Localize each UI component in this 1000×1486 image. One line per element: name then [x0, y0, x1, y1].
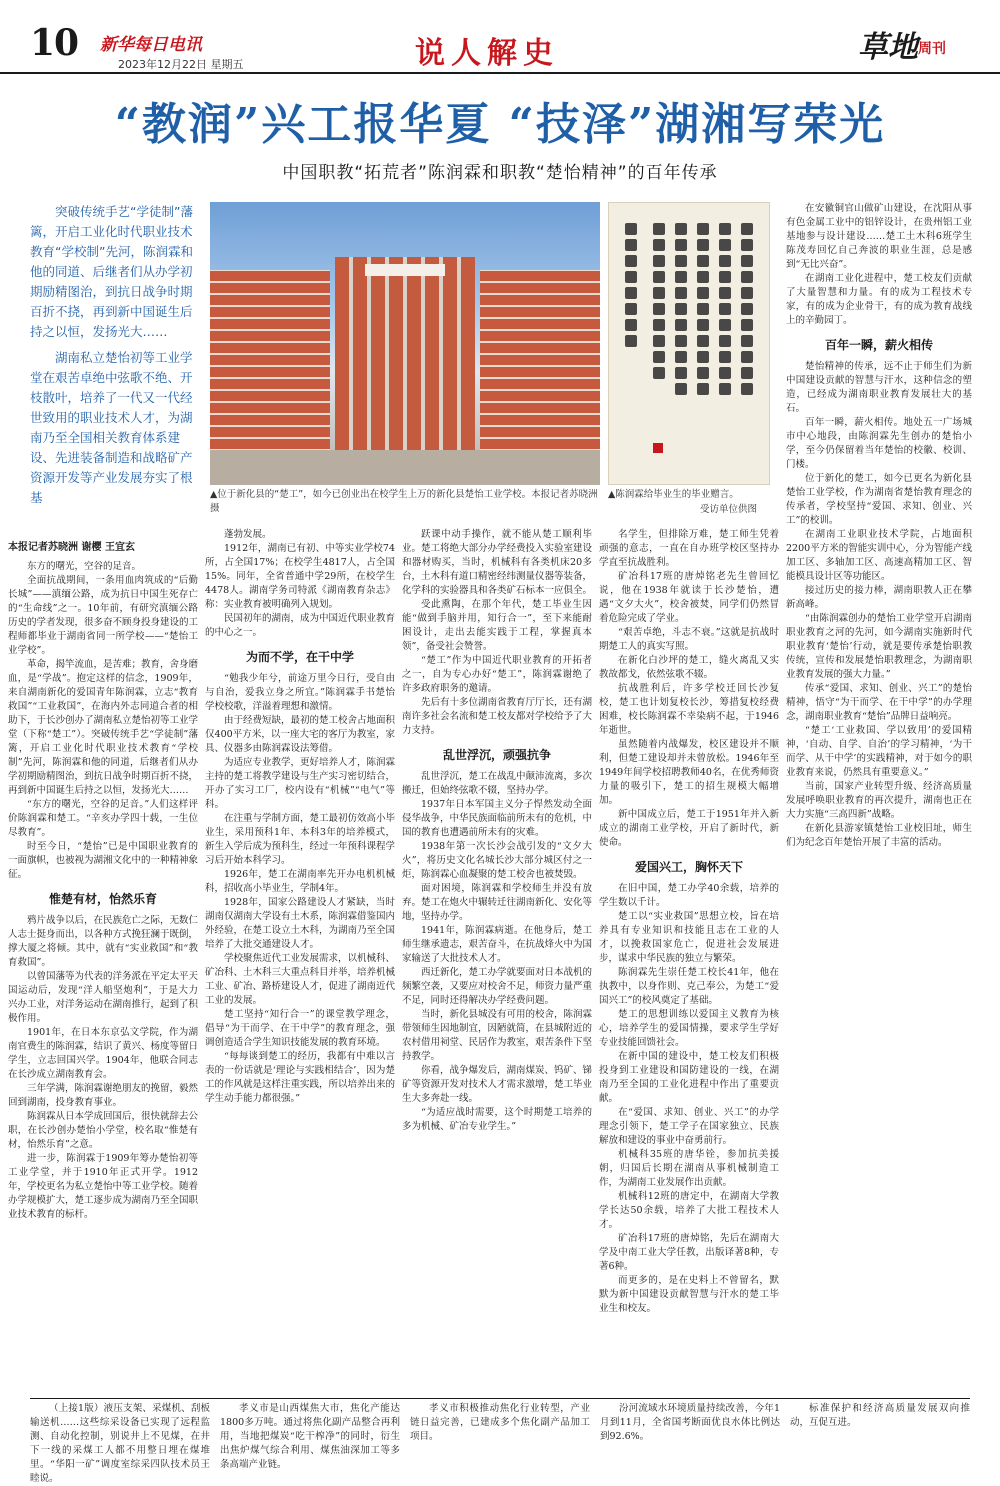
masthead [0, 0, 1000, 72]
supplement-label: 周刊 [918, 41, 946, 57]
body-paragraph: 当前，国家产业转型升级、经济高质量发展呼唤职业教育的再次提升，湖南也正在大力实施“三高四新”战略。 [786, 781, 972, 820]
body-paragraph: 虽然随着内战爆发，校区建设并不顺利，但楚工建设却并未曾放松。1946年至1949年间学校招聘教师40名，在优秀师资力量的吸引下，楚工的招生规模大幅增加。 [599, 739, 779, 806]
continuation-column-4 [600, 1402, 780, 1447]
supplement-logo: 草地 [858, 30, 918, 65]
body-paragraph: “东方的曙光，空谷的足音。”人们这样评价陈润霖和楚工。“辛亥办学四十载，一生位尽教育”。 [8, 799, 198, 838]
body-paragraph: “为适应战时需要，这个时期楚工培养的多为机械、矿冶专业学生。” [402, 1107, 592, 1132]
section-heading: 为而不学，在干中学 [245, 650, 354, 664]
body-paragraph: 面对困境，陈润霖和学校师生并没有放弃。楚工在炮火中辗转迁往湖南新化、安化等地，坚持办学。 [402, 883, 593, 922]
calligraphy-caption: ▲陈润霖给毕业生的毕业赠言。 [608, 489, 739, 500]
body-paragraph: 楚工坚持“知行合一”的课堂教学理念，倡导“为干而学、在干中学”的教育理念，强调创造适合学生知识技能发展的教育环境。 [205, 1009, 395, 1048]
body-paragraph: 1941年，陈润霖病逝。在他身后，楚工师生继承遗志，艰苦奋斗，在抗战烽火中为国家输送了大批技术人才。 [402, 925, 593, 964]
continuation-column-3 [410, 1402, 590, 1447]
red-seal [653, 443, 663, 453]
body-paragraph: 陈润霖从日本学成回国后，很快就辞去公职，在长沙创办楚怡小学堂，校名取“惟楚有材，怡然乐育”之意。 [8, 1111, 199, 1150]
body-paragraph: 在安徽铜官山做矿山建设，在沈阳从事有色金属工业中的铝锌设计，在贵州铝工业基地参与设计建设……楚工土木科6班学生陈茂寿回忆自己奔波的职业生涯，总是感到“无比兴奋”。 [786, 203, 972, 270]
body-paragraph: 标准保护和经济高质量发展双向推动，互促互进。 [790, 1403, 970, 1428]
body-paragraph: 全面抗战期间，一条用血肉筑成的“后勤长城”——滇缅公路，成为抗日中国生死存亡的“生命线”之一。10年前，有研究滇缅公路历史的学者发现，很多奋不顾身投身建设的工程师都毕业于湖南省同一所学校——“楚怡工业学校”。 [8, 575, 199, 656]
byline: 本报记者苏晓洲 谢樱 王宜玄 [8, 542, 135, 553]
body-paragraph: 进一步，陈润霖于1909年筹办楚怡初等工业学堂，并于1910年正式开学。1912年，学校更名为私立楚怡中等工业学校。随着办学规模扩大，楚工逐步成为湖南乃至全国职业技术教育的标杆。 [8, 1153, 199, 1220]
body-paragraph: “每每谈到楚工的经历，我都有中难以言表的一份话就是‘理论与实践相结合’，因为楚工的作风就是这样注重实践，所以培养出来的学生动手能力都很强。” [205, 1051, 396, 1104]
section-heading: 百年一瞬，薪火相传 [824, 338, 933, 352]
lead-paragraph: 突破传统手艺“学徒制”藩篱，开启工业化时代职业技术教育“学校制”先河，陈润霖和他的同道、后继者们从办学初期励精图治，到抗日战争时期百折不挠，再到新中国诞生后持之以恒，发扬光大…… [30, 204, 193, 339]
body-paragraph: 1912年，湖南已有初、中等实业学校74所，占全国17%；在校学生4817人，占全国15%。同年，全省普通中学29所，在校学生4478人。湖南学务司特派《湖南教育杂志》称：实业教育被明确列入规划。 [205, 543, 395, 610]
continuation-column-5 [790, 1402, 970, 1447]
calligraphy-photo [608, 202, 770, 485]
body-paragraph: 新中国成立后，楚工于1951年并入新成立的湖南工业学校，开启了新时代，新使命。 [599, 809, 779, 848]
body-paragraph: 跃课中动手操作，就不能从楚工顺利毕业。楚工将绝大部分办学经费投入实验室建设和器材购买，当时，机械科有各类机床20多台，土木科有道口精密经纬测量仪器等装备，化学科的实验器具和各类矿石标本一应俱全。 [402, 529, 593, 596]
continuation-column-1 [30, 1402, 210, 1484]
body-paragraph: 矿冶科17班的唐焯铭，先后在湖南大学及中南工业大学任教，出版译著8种，专著6种。 [599, 1233, 779, 1272]
body-paragraph: 机械科35班的唐华铨，参加抗美援朝，归国后长期在湖南从事机械制造工作，为湖南工业发展作出贡献。 [599, 1149, 779, 1188]
calligraphy-column [739, 223, 755, 463]
calligraphy-column [651, 223, 667, 463]
body-paragraph: 陈润霖先生崇任楚工校长41年，他在执教中，以身作则、克己奉公，为楚工“爱国兴工”的校风奠定了基础。 [599, 967, 779, 1006]
article-column-5 [786, 202, 972, 1398]
body-paragraph: 在旧中国，楚工办学40余载，培养的学生数以千计。 [599, 883, 779, 908]
body-paragraph: 楚工的思想训练以爱国主义教育为核心，培养学生的爱国情操，要求学生学好专业技能回馈社会。 [599, 1009, 779, 1048]
body-paragraph: 在新中国的建设中，楚工校友们积极投身到工业建设和国防建设的一线，在湖南乃至全国的工业化进程中作出了重要贡献。 [599, 1051, 779, 1104]
body-paragraph: 孝义市是山西煤焦大市，焦化产能达1800多万吨。通过将焦化副产品整合再利用，当地把煤炭“吃干榨净”的同时，衍生出焦炉煤气综合利用、煤焦油深加工等多条高端产业链。 [220, 1403, 400, 1470]
paper-logo: 新华每日电讯 [100, 35, 202, 55]
body-paragraph: 抗战胜利后，许多学校迁回长沙复校，楚工也计划复校长沙，筹措复校经费困难，校长陈润霖不幸染病不起，于1946年逝世。 [599, 683, 779, 736]
body-paragraph: 楚怡精神的传承，远不止于师生们为新中国建设贡献的智慧与汗水，这种信念的塑造，已经成为湖南职业教育发展壮大的基石。 [786, 361, 972, 414]
body-paragraph: 而更多的，是在史料上不曾留名，默默为新中国建设贡献智慧与汗水的楚工毕业生和校友。 [599, 1275, 779, 1314]
article-column-2 [205, 528, 395, 1398]
body-paragraph: “由陈润霖创办的楚怡工业学堂开启湖南职业教育之河的先河，如今湖南实施新时代职业教育‘楚怡’行动，就是要传承楚怡职教传统，宣传和发展楚怡职教理念，为湖南职业教育发展的强大力量。” [786, 613, 972, 680]
lead-summary [30, 202, 200, 508]
headline: “教润”兴工报华夏 “技泽”湖湘写荣光 [114, 99, 886, 150]
body-paragraph: 1901年，在日本东京弘文学院，作为湖南官费生的陈润霖，结识了黄兴、杨度等留日学生，立志回国兴学。1904年，他联合同志在长沙成立湖南教育会。 [8, 1027, 199, 1080]
body-paragraph: 机械科12班的唐定中，在湖南大学教学长达50余载，培养了大批工程技术人才。 [599, 1191, 779, 1230]
body-paragraph: 孝义市积极推动焦化行业转型，产业链日益完善，已建成多个焦化副产品加工项目。 [410, 1403, 590, 1442]
section-title: 说人解史 [415, 36, 559, 71]
body-paragraph: 传承“爱国、求知、创业、兴工”的楚怡精神，悟守“为干而学、在干中学”的办学理念，湖南职业教育“楚怡”品牌日益响亮。 [786, 683, 972, 722]
body-paragraph: 1926年，楚工在湖南率先开办电机机械科，招收高小毕业生，学制4年。 [205, 869, 395, 894]
body-paragraph: 百年一瞬，薪火相传。地处五一广场城市中心地段，由陈润霖先生创办的楚怡小学，至今仍保留着当年楚怡的校徽、校训、门楼。 [786, 417, 972, 470]
body-paragraph: 矿冶科17班的唐焯铭老先生曾回忆说，他在1938年就读于长沙楚怡，遭遇“文夕大火”，校舍被焚，同学们仍然冒着危险完成了学业。 [599, 571, 779, 624]
body-paragraph: 接过历史的接力棒，湖南职教人正在攀新高峰。 [786, 585, 972, 610]
body-paragraph: “勉我少年兮，前途万里今日行，受自由与自治，爱我立身之所宜。”陈润霖手书楚怡学校校歌，洋溢着理想和激情。 [205, 673, 395, 712]
body-paragraph: 在“爱国、求知、创业、兴工”的办学理念引领下，楚工学子在国家独立、民族解放和建设的事业中奋勇前行。 [599, 1107, 779, 1146]
issue-date: 2023年12月22日 星期五 [118, 58, 244, 71]
school-photo-caption: ▲位于新化县的“楚工”，如今已创业出在校学生上万的新化县楚怡工业学校。本报记者苏晓洲摄 [210, 489, 598, 514]
body-paragraph: 为适应专业教学，更好培养人才，陈润霖主持的楚工将教学建设与生产实习密切结合，开办了实习工厂，校内设有“机械”“电气”等科。 [205, 757, 396, 810]
body-paragraph: “楚工‘工业救国、学以致用’的爱国精神，‘自动、自学、自治’的学习精神，‘为干而学、从干中学’的实践精神，对于如今的职业教育来说，仍然具有重要意义。” [786, 725, 972, 778]
body-paragraph: 楚工以“实业救国”思想立校，旨在培养具有专业知识和技能且志在工业的人才，以挽救国家危亡，促进社会发展进步，谋求中华民族的独立与繁荣。 [599, 911, 779, 964]
masthead-rule [0, 72, 1000, 74]
section-heading: 惟楚有材，怡然乐育 [48, 892, 157, 906]
subheadline: 中国职教“拓荒者”陈润霖和职教“楚怡精神”的百年传承 [282, 163, 718, 183]
article-column-4 [599, 528, 779, 1398]
body-paragraph: 在新化县游家镇楚怡工业校旧址，师生们为纪念百年楚怡开展了丰富的活动。 [786, 823, 972, 848]
continuation-rule [30, 1398, 970, 1399]
body-paragraph: 东方的曙光，空谷的足音。 [27, 561, 142, 572]
body-paragraph: 汾河流域水环境质量持续改善，今年1月到11月，全省国考断面优良水体比例达到92.6%。 [600, 1403, 780, 1442]
body-paragraph: 在湖南工业职业技术学院，占地面积2200平方米的智能实训中心，分为智能产线加工区、多轴加工区、高速高精加工区、智能模具设计区等功能区。 [786, 529, 972, 582]
calligraphy-credit: 受访单位供图 [700, 504, 758, 515]
article-column-1 [8, 540, 198, 1395]
body-paragraph: “艰苦卓绝，斗志不衰。”这就是抗战时期楚工人的真实写照。 [599, 627, 779, 652]
body-paragraph: 1928年，国家公路建设人才紧缺，当时湖南仅湖南大学设有土木系，陈润霖借鉴国内外经验，在楚工设立土木科，为湖南乃至全国培养了大批交通建设人才。 [205, 897, 396, 950]
body-paragraph: （上接1版）液压支架、采煤机、刮板输送机……这些综采设备已实现了远程监测、自动化控制，别说井上不见煤，在井下一线的采煤工人都不用整日埋在煤堆里。“华阳一矿”调度室综采四队技术员王睦说。 [30, 1403, 210, 1484]
section-heading: 爱国兴工，胸怀天下 [634, 860, 743, 874]
continuation-column-2 [220, 1402, 400, 1470]
body-paragraph: 在注重与学制方面，楚工最初仿效高小毕业生，采用预科1年、本科3年的培养模式，新生入学后成为预科生，经过一年预科课程学习后开始本科学习。 [205, 813, 396, 866]
calligraphy-column [673, 223, 689, 463]
body-paragraph: 名学生，但排除万难，楚工师生凭着顽强的意志，一直在自办班学校区坚持办学直至抗战胜利。 [599, 529, 779, 568]
body-paragraph: 你看，战争爆发后，湖南煤炭、钨矿、锑矿等资源开发对技术人才需求激增，楚工毕业生大多奔赴一线。 [402, 1065, 593, 1104]
body-paragraph: “楚工”作为中国近代职业教育的开拓者之一，自为专心办好“楚工”，陈润霖谢绝了许多政府职务的邀请。 [402, 655, 592, 694]
body-paragraph: 由于经费短缺，最初的楚工校舍占地面积仅400平方米，以一座大宅的客厅为教室，家具、仪器多由陈润霖设法筹借。 [205, 715, 396, 754]
section-heading: 乱世浮沉，顽强抗争 [442, 748, 551, 762]
building-sign [365, 264, 445, 276]
body-paragraph: 民国初年的湖南，成为中国近代职业教育的中心之一。 [205, 613, 396, 638]
body-paragraph: 蓬勃发展。 [224, 529, 272, 540]
body-paragraph: 先后有十多位湖南省教育厅厅长，还有湖南许多社会名流和楚工校友都对学校给予了大力支持。 [402, 697, 593, 736]
lead-paragraph: 湖南私立楚怡初等工业学堂在艰苦卓绝中弦歌不绝、开枝散叶，培养了一代又一代经世致用的职业技术人才，为湖南乃至全国相关教育体系建设、先进装备制造和战略矿产资源开发等产业发展夯实了根基 [30, 350, 193, 505]
body-paragraph: 鸦片战争以后，在民族危亡之际，无数仁人志士挺身而出，以各种方式挽狂澜于既倒，撑大厦之将倾。其中，就有“实业救国”和“教育救国”。 [8, 915, 199, 968]
body-paragraph: 1937年日本军国主义分子悍然发动全面侵华战争，中华民族面临前所未有的危机，中国的教育也遭遇前所未有的灾难。 [402, 799, 593, 838]
calligraphy-signature [623, 223, 639, 463]
body-paragraph: 1938年第一次长沙会战引发的“文夕大火”，将历史文化名城长沙大部分城区付之一炬，陈润霖心血凝聚的楚工校舍也被焚毁。 [402, 841, 592, 880]
body-paragraph: 乱世浮沉，楚工在战乱中颠沛流离，多次搬迁，但始终弦歌不辍，坚持办学。 [402, 771, 593, 796]
body-paragraph: 三年学满，陈润霖谢绝朋友的挽留，毅然回到湖南，投身教育事业。 [8, 1083, 199, 1108]
body-paragraph: 在新化白沙坪的楚工，缝火离乱又实教故都戈，依然弦歌不辍。 [599, 655, 779, 680]
body-paragraph: 受此熏陶，在那个年代，楚工毕业生因能“做到手脑并用，知行合一”，至下来能耐困设计，走出去能实践于工程，掌握真本领”，备受社会赞誉。 [402, 599, 592, 652]
body-paragraph: 位于新化的楚工，如今已更名为新化县楚怡工业学校，作为湖南省楚怡教育理念的传承者，学校坚持“爱国、求知、创业、兴工”的校训。 [786, 473, 972, 526]
building-center [335, 257, 475, 457]
calligraphy-column [695, 223, 711, 463]
school-photo [210, 202, 600, 485]
plaza [210, 450, 600, 485]
body-paragraph: 革命，揭竿流血，是苦难；教育，舍身磨血，是“学战”。抱定这样的信念，1909年，来自湖南新化的爱国青年陈润霖，立志“教育救国”“工业救国”，在海内外志同道合者的相助下，于长沙创办了湖南私立楚怡初等工业学堂（下称“楚工”）。突破传统手艺“学徒制”藩篱，开启工业化时代职业技术教育“学校制”先河，陈润霖和他的同道，后继者们从办学初期励精图治，到抗日战争时期百折不挠，再到新中国诞生后持之以恒，发扬光大…… [8, 659, 199, 796]
body-paragraph: 在湖南工业化进程中，楚工校友们贡献了大量智慧和力量。有的成为工程技术专家，有的成为企业骨干，有的成为教育战线上的辛勤园丁。 [786, 273, 972, 326]
page-number: 10 [30, 22, 79, 64]
article-column-3 [402, 528, 592, 1398]
body-paragraph: 学校聚焦近代工业发展需求，以机械科、矿冶科、土木科三大重点科目并举，培养机械工业、矿冶、路桥建设人才，促进了湖南近代工业的发展。 [205, 953, 396, 1006]
body-paragraph: 当时，新化县城没有可用的校舍，陈润霖带领师生因地制宜，因陋就简，在县城附近的农村借用祠堂、民居作为教室，艰苦条件下坚持教学。 [402, 1009, 593, 1062]
body-paragraph: 西迁新化，楚工办学就要面对日本战机的频繁空袭，又要应对校舍不足，师资力量严重不足，同时还得解决办学经费问题。 [402, 967, 593, 1006]
body-paragraph: 以曾国藩等为代表的洋务派在平定太平天国运动后，发现“洋人船坚炮利”，于是大力兴办工业，对洋务运动在湖南推行，起到了积极作用。 [8, 971, 199, 1024]
body-paragraph: 时至今日，“楚怡”已是中国职业教育的一面旗帜，也被视为湖湘文化中的一种精神象征。 [8, 841, 199, 880]
calligraphy-column [717, 223, 733, 463]
